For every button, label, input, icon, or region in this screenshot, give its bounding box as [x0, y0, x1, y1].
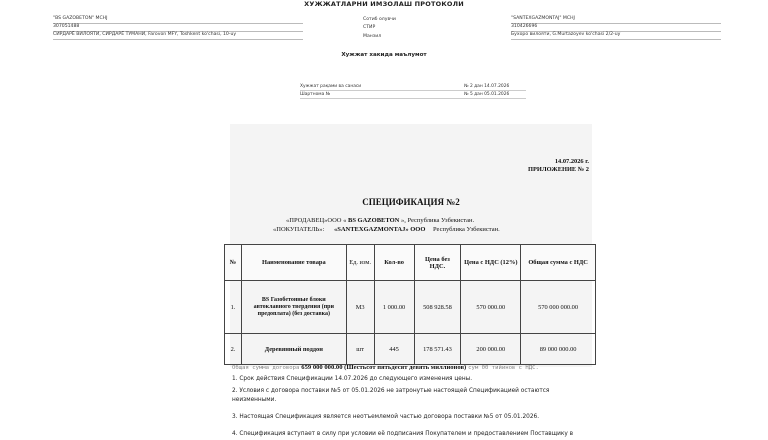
spec-title: СПЕЦИФИКАЦИЯ №2	[362, 197, 460, 207]
column-header: Кол-во	[374, 245, 414, 281]
column-header: Цена без НДС.	[414, 245, 461, 281]
column-header: Общая сумма с НДС	[521, 245, 596, 281]
seller-inn: 307051488	[53, 24, 80, 29]
buyer-inn: 310426696	[511, 24, 538, 29]
buyer-label: Сотиб олувчи	[363, 17, 396, 22]
table-row	[225, 281, 596, 334]
buyer-line	[273, 226, 500, 233]
price-with-vat: 200 000.00	[461, 334, 521, 365]
address-label: Манзил	[363, 34, 382, 39]
unit: шт	[346, 334, 374, 365]
term-4: 4. Спецификация вступает в силу при условии её подписания Покупателем и предоставлением Поставщику в	[232, 431, 574, 437]
seller-line	[286, 217, 474, 224]
divider	[53, 23, 303, 24]
total: 89 000 000.00	[521, 334, 596, 365]
quantity: 445	[374, 334, 414, 365]
buyer-prefix: «ПОКУПАТЕЛЬ»:	[273, 226, 325, 233]
contract-number-label: Шартнома №	[300, 92, 331, 97]
divider	[511, 39, 721, 40]
appendix-label: ПРИЛОЖЕНИЕ № 2	[527, 166, 589, 173]
total-prefix: Общая сумма договора	[232, 365, 300, 371]
divider	[300, 90, 526, 91]
price-with-vat: 570 000.00	[461, 281, 521, 334]
buyer-company: "SANTEXGAZMONTAJ" MCHJ	[511, 16, 575, 21]
document-date: 14.07.2026 г.	[554, 158, 589, 165]
term-2-cont: неизменными.	[232, 397, 277, 403]
buyer-address: Бухоро вилояти, G.Murtazoyev ko'chasi 2/2-uy	[511, 32, 621, 37]
product-name: Деревянный поддон	[241, 334, 346, 365]
column-header: №	[225, 245, 242, 281]
buyer-name: «SANTEXGAZMONTAJ» ООО	[333, 226, 426, 233]
price: 178 571.43	[414, 334, 461, 365]
seller-address: СИРДАРЁ ВИЛОЯТИ, СИРДАРЁ ТУМАНИ, Farovon MFY, Toshkent ko'chasi, 10-uy	[53, 32, 237, 37]
seller-name: BS GAZOBETON	[347, 217, 400, 224]
protocol-title: ХУЖЖАТЛАРНИ ИМЗОЛАШ ПРОТОКОЛИ	[304, 0, 464, 8]
spec-table	[224, 244, 596, 365]
quantity: 1 000.00	[374, 281, 414, 334]
doc-number-value: № 2 дан 14.07.2026	[464, 84, 510, 89]
column-header: Цена с НДС (12%)	[461, 245, 521, 281]
total-amount: 659 000 000.00 (Шестьсот пятьдесят девять миллионов)	[301, 364, 467, 371]
divider	[300, 98, 526, 99]
divider	[53, 39, 303, 40]
total-line	[232, 364, 539, 371]
seller-prefix: «ПРОДАВЕЦ»ООО «	[286, 217, 348, 224]
divider	[511, 23, 721, 24]
buyer-suffix: Республика Узбекистан.	[433, 226, 500, 233]
doc-number-label: Хужжат рақами ва санаси	[300, 84, 362, 89]
column-header: Ед. изм.	[346, 245, 374, 281]
price: 508 928.58	[414, 281, 461, 334]
table-row	[225, 334, 596, 365]
seller-suffix: », Республика Узбекистан.	[399, 217, 475, 224]
term-2: 2. Условия с договора поставки №5 от 05.01.2026 не затронутые настоящей Спецификацией остаются	[232, 388, 550, 394]
seller-company: "BS GAZOBETON" MCHJ	[53, 16, 108, 21]
contract-number-value: № 5 дан 05.01.2026	[464, 92, 510, 97]
table-header-row	[225, 245, 596, 281]
total-suffix: сум 00 тийинов с НДС.	[468, 365, 539, 371]
doc-info-heading: Хужжат хакида маълумот	[341, 52, 427, 58]
unit: М3	[346, 281, 374, 334]
term-1: 1. Срок действия Спецификации 14.07.2026 до следующего изменения цены.	[232, 376, 473, 382]
product-name: BS Газобетонные блоки автоклавного твердения (при предоплата) (без доставка)	[241, 281, 346, 334]
column-header: Наименование товара	[241, 245, 346, 281]
term-3: 3. Настоящая Спецификация является неотъемлемой частью договора поставки №5 от 05.01.2026.	[232, 414, 540, 420]
total: 570 000 000.00	[521, 281, 596, 334]
row-number: 1.	[225, 281, 242, 334]
stir-label: СТИР	[363, 25, 376, 30]
row-number: 2.	[225, 334, 242, 365]
